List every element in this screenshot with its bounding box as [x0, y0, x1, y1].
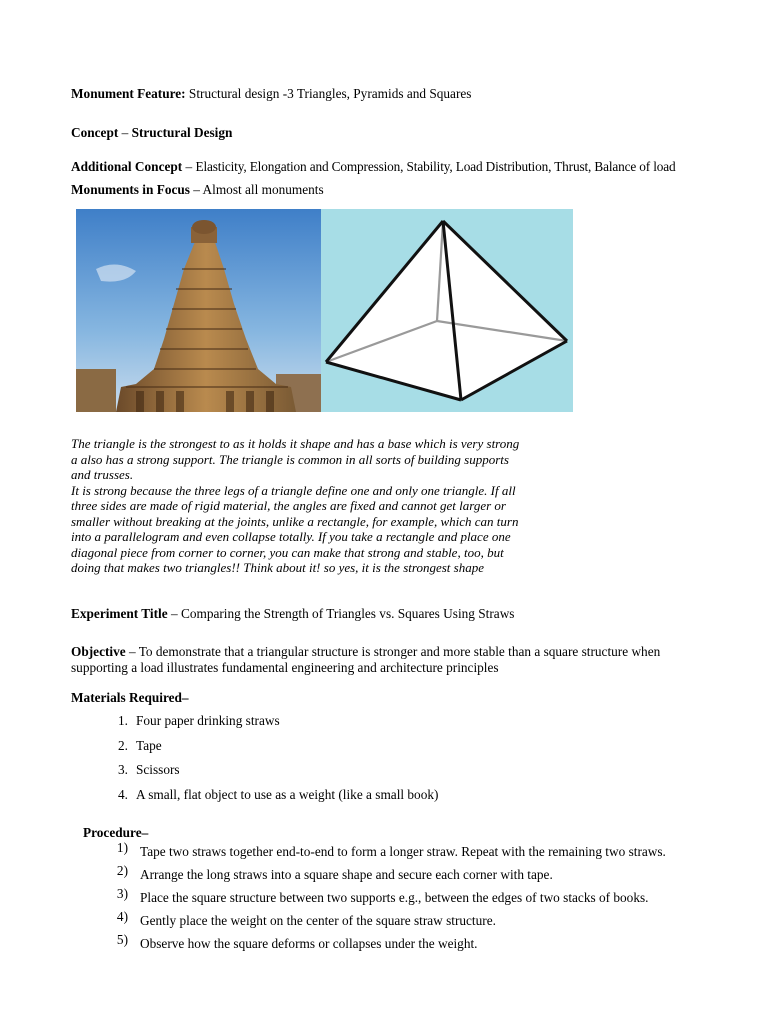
list-number: 2) — [116, 863, 128, 878]
objective-label: Objective — [71, 644, 126, 659]
experiment-title-separator: – — [167, 606, 181, 621]
list-item — [71, 932, 681, 955]
list-text: A small, flat object to use as a weight (like a small book) — [136, 786, 439, 802]
materials-heading — [71, 690, 189, 706]
experiment-title-line — [71, 606, 514, 622]
monument-feature-label: Monument Feature: — [71, 86, 186, 101]
list-item — [71, 762, 671, 787]
list-number: 4) — [116, 909, 128, 924]
objective-separator: – — [125, 644, 139, 659]
list-text: Arrange the long straws into a square shape and secure each corner with tape. — [140, 867, 553, 882]
temple-illustration — [76, 209, 321, 412]
explanation-line: diagonal piece from corner to corner, you can make that strong and stable, too, but — [71, 544, 504, 560]
list-text: Tape — [136, 737, 162, 753]
experiment-title-label: Experiment Title — [71, 606, 168, 621]
procedure-heading — [83, 825, 148, 841]
list-number: 2. — [118, 737, 128, 753]
temple-photo — [76, 209, 321, 412]
triangle-explanation — [71, 436, 571, 576]
explanation-line: It is strong because the three legs of a triangle define one and only one triangle. If all — [71, 482, 516, 498]
list-item — [71, 787, 671, 812]
figure — [76, 209, 573, 412]
procedure-label: Procedure– — [83, 825, 149, 840]
list-item — [71, 909, 681, 932]
list-item — [71, 738, 671, 763]
monument-feature-line — [71, 86, 471, 102]
explanation-line: doing that makes two triangles!! Think about it! so yes, it is the strongest shape — [71, 560, 484, 575]
explanation-line: The triangle is the strongest to as it holds it shape and has a base which is very strong — [71, 436, 520, 451]
monuments-in-focus-value: Almost all monuments — [202, 182, 324, 197]
list-item — [71, 840, 681, 863]
explanation-line: smaller without breaking at the joints, unlike a rectangle, for example, which can turn — [71, 513, 519, 529]
list-number: 1. — [118, 713, 128, 728]
list-text: Four paper drinking straws — [136, 713, 280, 728]
procedure-list — [71, 840, 681, 955]
list-text: Observe how the square deforms or collapses under the weight. — [140, 936, 478, 951]
list-text: Gently place the weight on the center of the square straw structure. — [140, 913, 496, 928]
monuments-in-focus-line — [71, 182, 324, 198]
materials-list — [71, 713, 671, 811]
list-number: 3) — [116, 886, 128, 901]
pyramid-illustration — [321, 209, 573, 412]
explanation-line: a also has a strong support. The triangle is common in all sorts of building supports — [71, 451, 509, 467]
additional-concept-line — [71, 159, 676, 175]
concept-separator: – — [118, 125, 132, 140]
list-number: 4. — [118, 786, 128, 802]
additional-concept-label: Additional Concept — [71, 159, 183, 174]
concept-line — [71, 125, 232, 141]
experiment-title-value: Comparing the Strength of Triangles vs. Squares Using Straws — [180, 606, 515, 621]
list-number: 5) — [116, 932, 128, 947]
explanation-line: and trusses. — [71, 467, 134, 482]
list-item — [71, 713, 671, 738]
explanation-line: into a parallelogram and even collapse totally. If you take a rectangle and place one — [71, 529, 511, 544]
list-text: Scissors — [136, 762, 180, 777]
monuments-in-focus-label: Monuments in Focus — [71, 182, 190, 197]
concept-value: Structural Design — [131, 125, 233, 140]
list-item — [71, 863, 681, 886]
objective-paragraph — [71, 644, 711, 676]
list-text: Tape two straws together end-to-end to form a longer straw. Repeat with the remaining two straws. — [140, 844, 666, 859]
materials-label: Materials Required– — [71, 690, 189, 705]
monument-feature-value: Structural design -3 Triangles, Pyramids and Squares — [185, 86, 472, 101]
additional-concept-value: Elasticity, Elongation and Compression, Stability, Load Distribution, Thrust, Balance of load — [195, 159, 676, 174]
list-text: Place the square structure between two supports e.g., between the edges of two stacks of books. — [140, 890, 649, 905]
list-item — [71, 886, 681, 909]
list-number: 3. — [118, 762, 128, 777]
explanation-line: three sides are made of rigid material, the angles are fixed and cannot get larger or — [71, 498, 506, 513]
list-number: 1) — [116, 840, 128, 855]
additional-concept-separator: – — [182, 159, 196, 174]
pyramid-drawing — [321, 209, 573, 412]
objective-value: To demonstrate that a triangular structure is stronger and more stable than a square structure when supporting a load illustrates fundamental engineering and architecture principles — [71, 644, 661, 675]
concept-label: Concept — [71, 125, 119, 140]
monuments-in-focus-separator: – — [189, 182, 203, 197]
